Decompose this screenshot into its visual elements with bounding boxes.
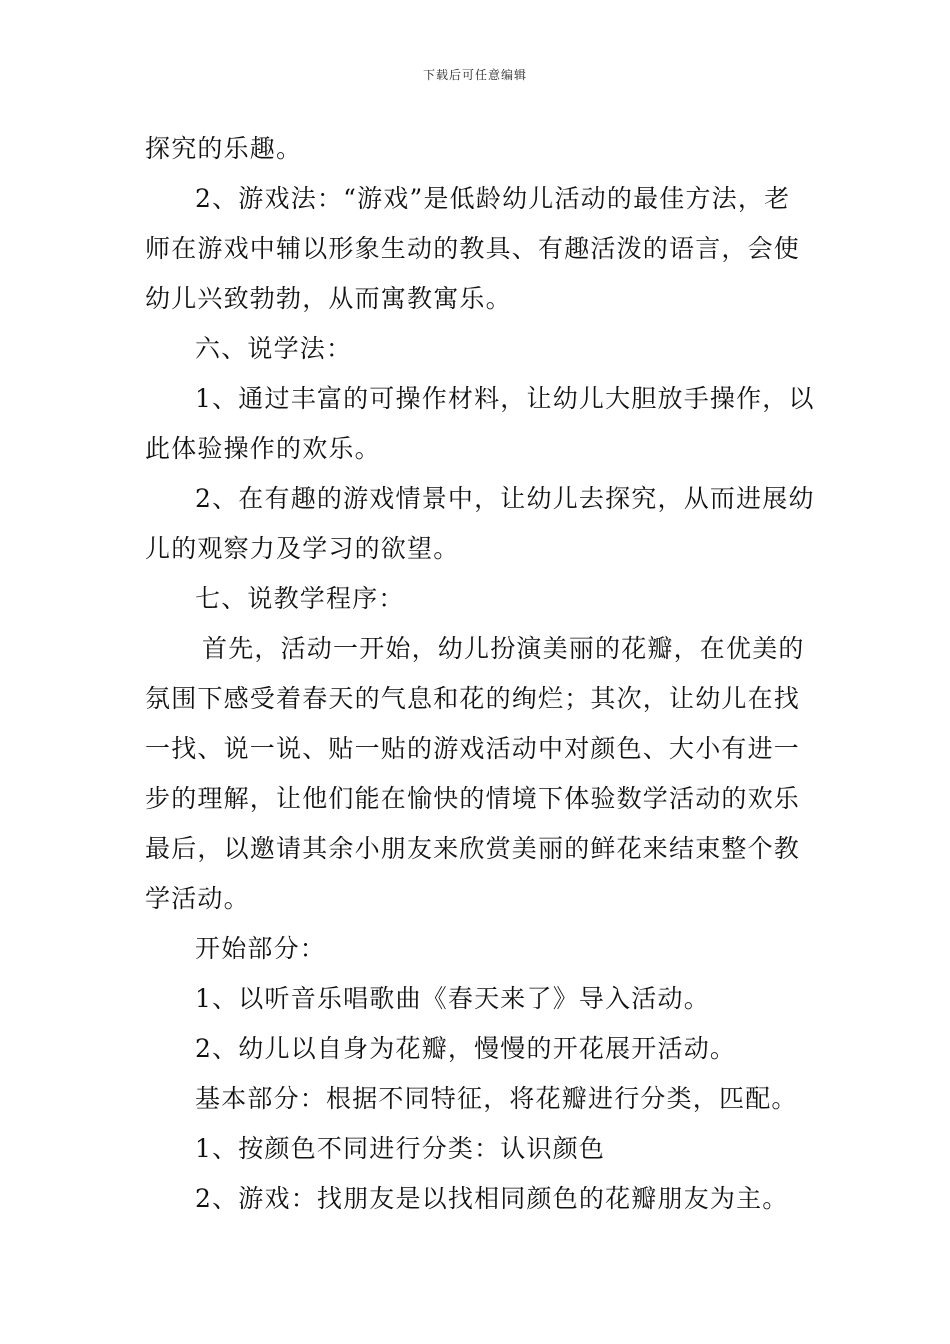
section-heading: 开始部分： [195,934,327,963]
page-header: 下载后可任意编辑 [422,68,527,82]
text-line: 首先，活动一开始，幼儿扮演美丽的花瓣，在优美的 [202,634,805,663]
text-line: 1、通过丰富的可操作材料，让幼儿大胆放手操作，以 [195,384,815,413]
text-line: 1、以听音乐唱歌曲《春天来了》导入活动。 [195,984,710,1013]
text-line: 氛围下感受着春天的气息和花的绚烂；其次，让幼儿在找 [145,684,801,713]
text-line: 学活动。 [145,884,250,913]
section-heading: 七、说教学程序： [195,584,405,613]
text-line: 1、按颜色不同进行分类：认识颜色 [195,1134,606,1163]
text-line: 儿的观察力及学习的欲望。 [145,534,460,563]
text-line: 此体验操作的欢乐。 [145,434,381,463]
text-line: 步的理解，让他们能在愉快的情境下体验数学活动的欢乐 [145,784,801,813]
text-line: 最后，以邀请其余小朋友来欣赏美丽的鲜花来结束整个教 [145,834,801,863]
text-line: 师在游戏中辅以形象生动的教具、有趣活泼的语言，会使 [145,234,801,263]
text-line: 2、在有趣的游戏情景中，让幼儿去探究，从而进展幼 [195,484,815,513]
text-line: 2、游戏法：“游戏”是低龄幼儿活动的最佳方法，老 [195,184,791,213]
text-line: 幼儿兴致勃勃，从而寓教寓乐。 [145,284,512,313]
text-line: 一找、说一说、贴一贴的游戏活动中对颜色、大小有进一 [145,734,801,763]
text-line: 2、幼儿以自身为花瓣，慢慢的开花展开活动。 [195,1034,737,1063]
text-line: 2、游戏：找朋友是以找相同颜色的花瓣朋友为主。 [195,1184,789,1213]
section-heading: 六、说学法： [195,334,353,363]
document-body [145,124,815,1224]
text-line: 基本部分：根据不同特征，将花瓣进行分类，匹配。 [195,1084,798,1113]
text-line: 探究的乐趣。 [145,134,303,163]
